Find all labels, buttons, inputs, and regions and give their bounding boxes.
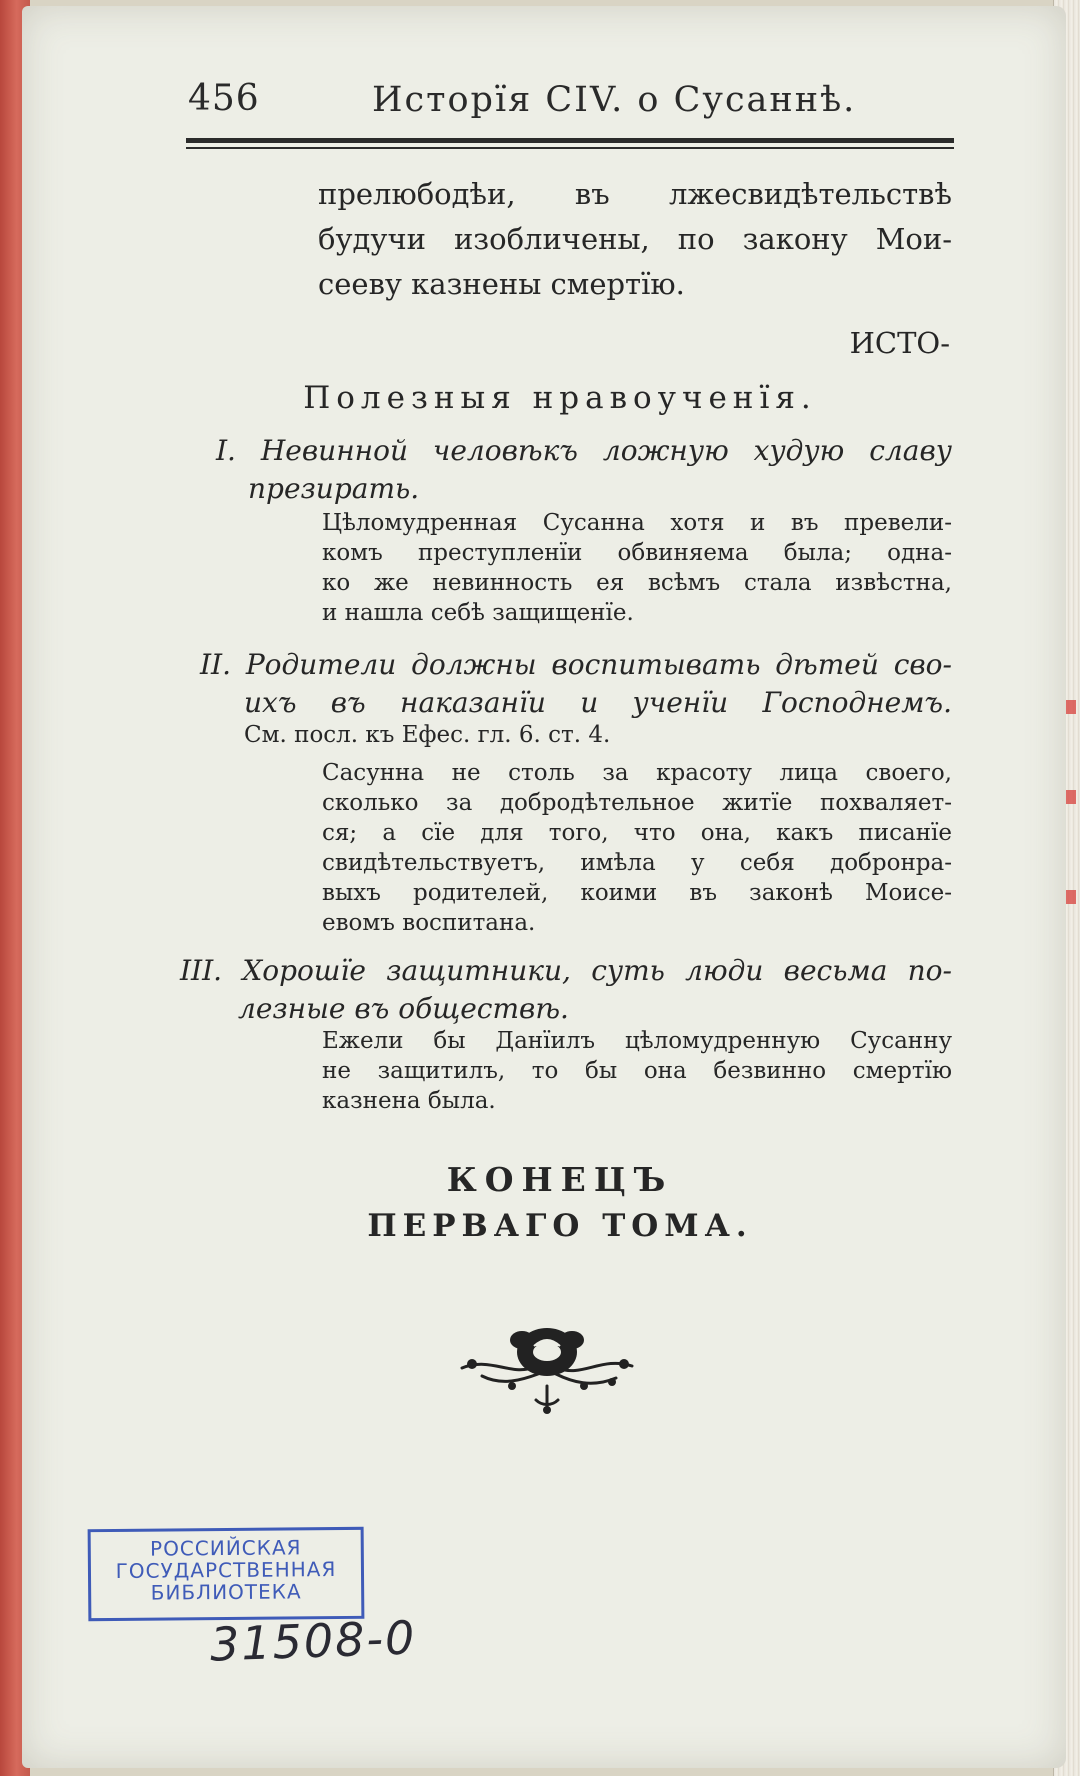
stamp-line: ГОСУДАРСТВЕННАЯ xyxy=(115,1557,337,1583)
lesson-body-line: евомъ воспитана. xyxy=(322,910,536,936)
text-line: будучи изобличены, по закону Мои- xyxy=(318,222,952,256)
library-stamp xyxy=(88,1527,365,1621)
lesson-body-line: не защитилъ, то бы она безвинно смертїю xyxy=(322,1058,952,1084)
scripture-reference: См. посл. къ Ефес. гл. 6. ст. 4. xyxy=(244,722,611,748)
lesson-heading xyxy=(180,952,952,1028)
end-subtitle: ПЕРВАГО ТОМА. xyxy=(367,1208,753,1244)
lesson-heading-line: II. Родители должны воспитывать дѣтей сво- xyxy=(200,648,952,681)
catchword: ИСТО- xyxy=(849,326,950,360)
lesson-body-line: Цѣломудренная Сусанна хотя и въ превели- xyxy=(322,510,952,536)
lesson-body-line: сколько за добродѣтельное житїе похваляет- xyxy=(322,790,952,816)
text-line: сееву казнены смертїю. xyxy=(318,267,685,301)
lesson-body xyxy=(322,508,952,628)
lesson-heading-line: I. Невинной человѣкъ ложную худую славу xyxy=(216,434,952,467)
lesson-body-line: выхъ родителей, коими въ законѣ Моисе- xyxy=(322,880,952,906)
lesson-body xyxy=(322,1026,952,1116)
lesson-heading-line: лезные въ обществѣ. xyxy=(238,992,569,1025)
end-title: КОНЕЦЪ xyxy=(446,1160,674,1199)
lesson-heading-line: презирать. xyxy=(248,472,420,505)
section-title: Полезныя нравоученїя. xyxy=(303,380,817,416)
lesson-body-line: Ежели бы Данїилъ цѣломудренную Сусанну xyxy=(322,1028,952,1054)
body-paragraph xyxy=(318,172,952,307)
lesson-body-line: и нашла себѣ защищенїе. xyxy=(322,600,634,626)
lesson-body-line: свидѣтельствуетъ, имѣла у себя добронра- xyxy=(322,850,952,876)
lesson-heading xyxy=(216,432,952,508)
floral-ornament-icon xyxy=(452,1316,642,1416)
lesson-heading-line: ихъ въ наказанїи и ученїи Господнемъ. xyxy=(244,686,952,719)
page-header xyxy=(188,78,956,128)
lesson-body-line: ко же невинность ея всѣмъ стала извѣстна, xyxy=(322,570,952,596)
lesson-body-line: казнена была. xyxy=(322,1088,496,1114)
lesson-heading xyxy=(200,646,952,722)
page-number: 456 xyxy=(188,78,260,119)
stamp-line: БИБЛИОТЕКА xyxy=(150,1579,302,1605)
lesson-body-line: комъ преступленїи обвиняема была; одна- xyxy=(322,540,952,566)
lesson-heading-line: III. Хорошїе защитники, суть люди весьма по- xyxy=(180,954,952,987)
lesson-body-line: ся; а сїе для того, что она, какъ писанїе xyxy=(322,820,952,846)
header-rule-thin xyxy=(186,147,954,149)
handwritten-shelfmark: 31508-0 xyxy=(209,1610,418,1672)
stamp-line: РОССИЙСКАЯ xyxy=(149,1535,302,1561)
text-line: прелюбодѣи, въ лжесвидѣтельствѣ xyxy=(318,177,952,211)
running-title: Исторїя CIV. о Сусаннѣ. xyxy=(372,80,857,120)
lesson-body xyxy=(322,758,952,938)
lesson-body-line: Сасунна не столь за красоту лица своего, xyxy=(322,760,952,786)
header-rule-thick xyxy=(186,138,954,143)
